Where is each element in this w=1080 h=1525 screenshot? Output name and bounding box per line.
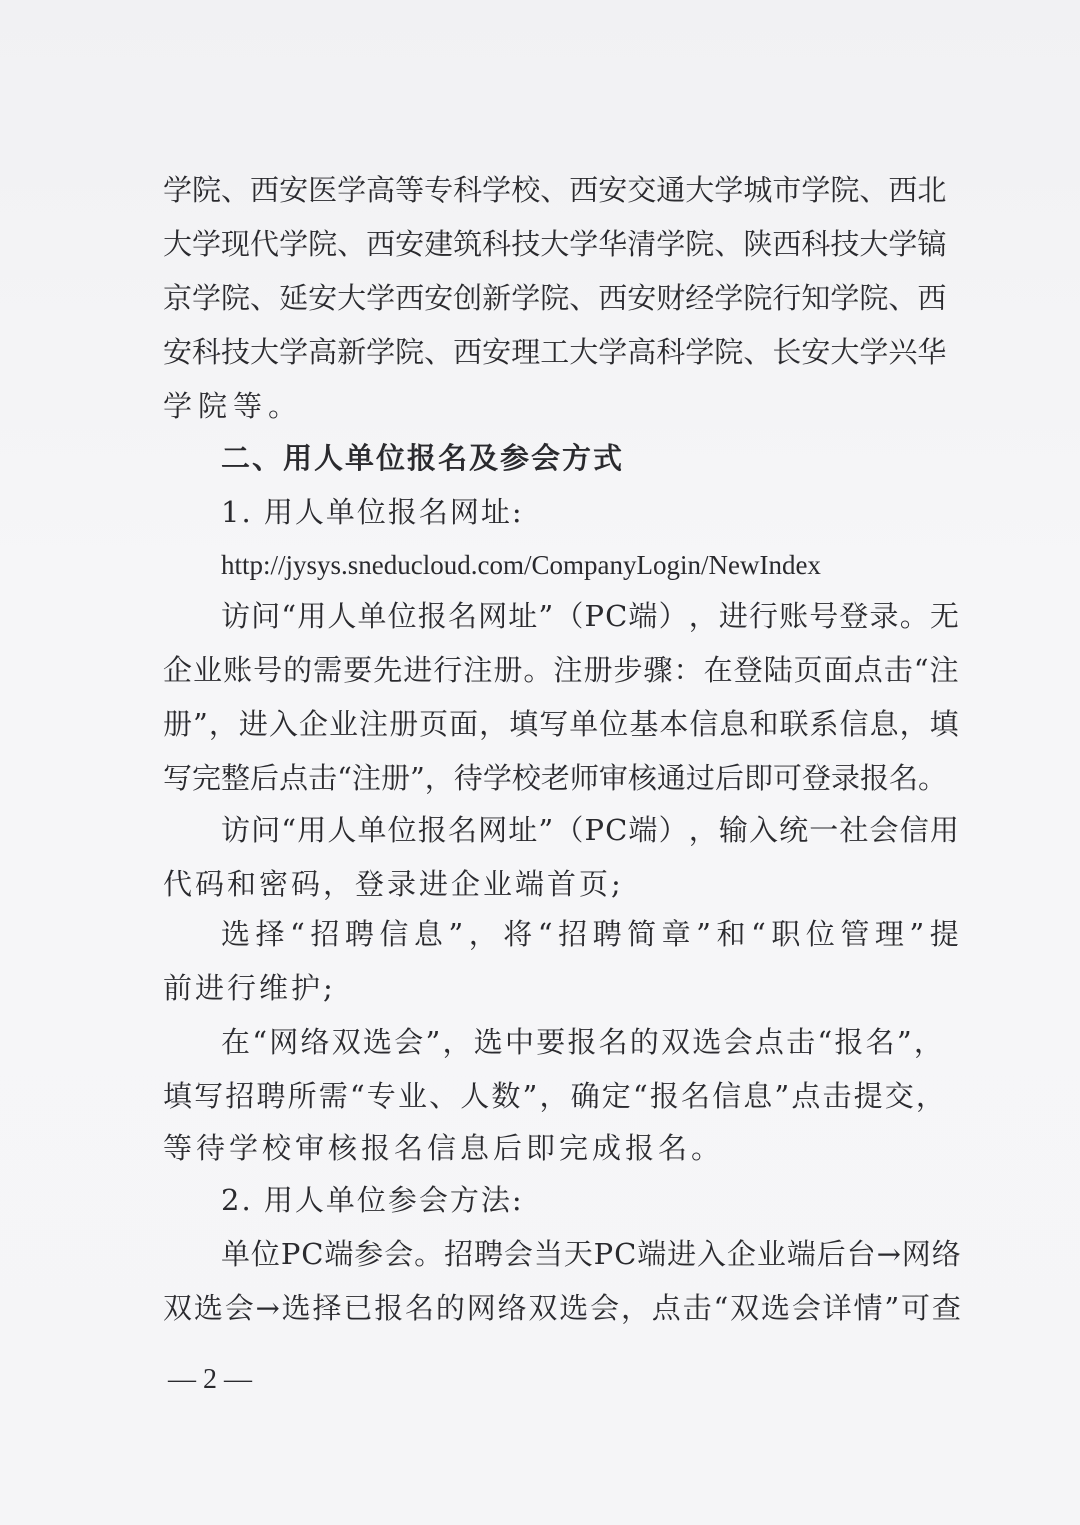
paragraph-line: 学 院 、 西 安 医 学 高 等 专 科 学 校 、 西 安 交 通 大 学 城 市 学 院 、 西 北 (163, 173, 947, 207)
paragraph-line: 访 问 “ 用 人 单 位 报 名 网 址 ” （ P C 端 ） ， 输 入 统 一 社 会 信 用 (221, 813, 959, 847)
section-heading: 二、用人单位报名及参会方式 (221, 441, 625, 475)
item-title: 1. 用人单位报名网址: (221, 495, 524, 529)
paragraph-line: 册 ” ， 进 入 企 业 注 册 页 面 ， 填 写 单 位 基 本 信 息 和 联 系 信 息 ， 填 (163, 707, 959, 741)
paragraph-line: 等待学校审核报名信息后即完成报名。 (163, 1131, 725, 1165)
registration-url: http://jysys.sneducloud.com/CompanyLogin/NewIndex (221, 550, 821, 580)
paragraph-line: 双 选 会 → 选 择 已 报 名 的 网 络 双 选 会 ， 点 击 “ 双 选 会 详 情 ” 可 查 (163, 1291, 961, 1325)
paragraph-line: 企 业 账 号 的 需 要 先 进 行 注 册 。 注 册 步 骤 ： 在 登 陆 页 面 点 击 “ 注 (163, 653, 959, 687)
paragraph-line: 单 位 P C 端 参 会 。 招 聘 会 当 天 P C 端 进 入 企 业 端 后 台 → 网 络 (221, 1237, 961, 1271)
page-number: — 2 — (168, 1364, 252, 1395)
paragraph-line: 京 学 院 、 延 安 大 学 西 安 创 新 学 院 、 西 安 财 经 学 院 行 知 学 院 、 西 (163, 281, 947, 315)
paragraph-line: 代码和密码，登录进企业端首页; (163, 867, 624, 901)
paragraph-line: 选 择 “ 招 聘 信 息 ” ， 将 “ 招 聘 简 章 ” 和 “ 职 位 管 理 ” 提 (221, 917, 959, 951)
paragraph-line: 安 科 技 大 学 高 新 学 院 、 西 安 理 工 大 学 高 科 学 院 、 长 安 大 学 兴 华 (163, 335, 947, 369)
paragraph-line: 前进行维护; (163, 971, 336, 1005)
paragraph-line: 在 “ 网 络 双 选 会 ” ， 选 中 要 报 名 的 双 选 会 点 击 “ 报 名 ” ， (221, 1025, 943, 1059)
paragraph-line: 写 完 整 后 点 击 “ 注 册 ” ， 待 学 校 老 师 审 核 通 过 后 即 可 登 录 报 名 。 (163, 761, 948, 795)
paragraph-line: 学院等。 (163, 389, 304, 423)
paragraph-line: 大 学 现 代 学 院 、 西 安 建 筑 科 技 大 学 华 清 学 院 、 陕 西 科 技 大 学 镐 (163, 227, 947, 261)
paragraph-line: 访 问 “ 用 人 单 位 报 名 网 址 ” （ P C 端 ） ， 进 行 账 号 登 录 。 无 (221, 599, 959, 633)
item-title: 2. 用人单位参会方法: (221, 1183, 524, 1217)
paragraph-line: 填 写 招 聘 所 需 “ 专 业 、 人 数 ” ， 确 定 “ 报 名 信 息 ” 点 击 提 交 ， (163, 1079, 945, 1113)
